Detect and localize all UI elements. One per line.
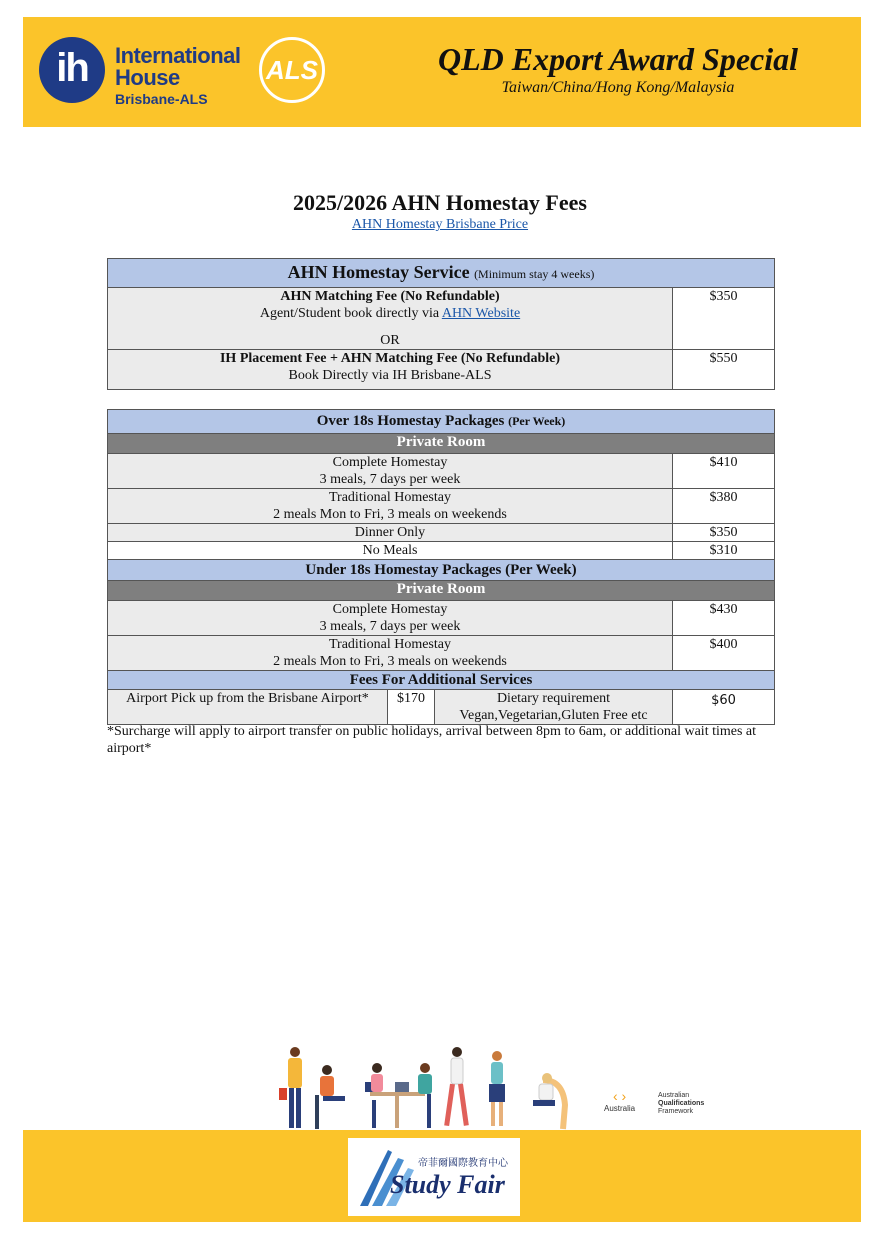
placement-fee-title: IH Placement Fee + AHN Matching Fee (No Refundable)	[219, 351, 561, 366]
org-name-line2: House	[115, 65, 180, 90]
study-fair-english: Study Fair	[390, 1170, 505, 1199]
service-heading	[108, 259, 775, 288]
package-name: Traditional Homestay	[329, 637, 451, 652]
placement-fee-price: $550	[673, 350, 775, 390]
header-title: QLD Export Award Special	[437, 41, 798, 77]
people-illustration	[275, 1040, 585, 1135]
private-room-label: Private Room	[108, 434, 775, 454]
under18-heading: Under 18s Homestay Packages (Per Week)	[108, 560, 775, 581]
footer-banner	[23, 1130, 861, 1222]
australia-mark-icon: ‹ ›	[612, 1088, 627, 1104]
table-row	[108, 636, 775, 671]
matching-fee-price: $350	[673, 288, 775, 350]
package-price: $310	[673, 542, 775, 560]
table-row	[108, 350, 775, 390]
additional-heading: Fees For Additional Services	[108, 671, 775, 690]
package-name: Complete Homestay	[332, 455, 448, 470]
table-row	[108, 690, 775, 725]
package-detail: 2 meals Mon to Fri, 3 meals on weekends	[273, 654, 507, 669]
package-cell	[108, 601, 673, 636]
package-cell	[108, 454, 673, 489]
package-price: $430	[673, 601, 775, 636]
matching-fee-title: AHN Matching Fee (No Refundable)	[280, 289, 500, 304]
study-fair-logo	[348, 1138, 520, 1216]
price-link[interactable]: AHN Homestay Brisbane Price	[351, 217, 529, 232]
study-fair-chinese: 帝菲爾國際教育中心	[418, 1158, 508, 1169]
package-detail: 2 meals Mon to Fri, 3 meals on weekends	[273, 507, 507, 522]
over18-heading-text: Over 18s Homestay Packages	[316, 413, 505, 429]
service-heading-text: AHN Homestay Service	[287, 262, 470, 282]
surcharge-note: *Surcharge will apply to airport transfer on public holidays, arrival between 8pm to 6am, or additional wait times at airport*	[107, 724, 757, 756]
person-head	[290, 1047, 300, 1057]
placement-fee-cell	[108, 350, 673, 390]
package-price: $400	[673, 636, 775, 671]
over18-heading-note: (Per Week)	[508, 414, 566, 428]
dietary-label: Dietary requirement	[496, 691, 611, 706]
package-name: Complete Homestay	[332, 602, 448, 617]
service-heading-note: (Minimum stay 4 weeks)	[474, 267, 595, 281]
australia-logo	[604, 1088, 635, 1113]
page-title: 2025/2026 AHN Homestay Fees	[293, 190, 587, 215]
package-name: No Meals	[108, 542, 673, 560]
table-row	[108, 601, 775, 636]
package-price: $410	[673, 454, 775, 489]
package-cell	[108, 636, 673, 671]
airport-price: $170	[388, 690, 435, 725]
service-table	[107, 258, 775, 390]
ahn-website-link[interactable]: AHN Website	[441, 306, 521, 321]
table-row	[108, 288, 775, 350]
als-logo: ALS	[259, 37, 325, 103]
org-name-line3: Brisbane-ALS	[115, 91, 208, 107]
table-row	[108, 524, 775, 542]
table-row	[108, 454, 775, 489]
over18-heading	[108, 410, 775, 434]
or-separator: OR	[380, 333, 400, 348]
package-detail: 3 meals, 7 days per week	[319, 472, 461, 487]
package-detail: 3 meals, 7 days per week	[319, 619, 461, 634]
table-row	[108, 489, 775, 524]
ih-wordmark	[115, 45, 241, 107]
airport-label: Airport Pick up from the Brisbane Airport*	[108, 690, 388, 725]
matching-fee-line	[112, 305, 668, 322]
org-name-line1: International	[115, 43, 241, 68]
australia-text: Australia	[604, 1104, 636, 1113]
dietary-cell	[435, 690, 673, 725]
package-price: $380	[673, 489, 775, 524]
matching-fee-cell	[108, 288, 673, 350]
person-body	[288, 1058, 302, 1088]
private-room-label: Private Room	[108, 581, 775, 601]
aqf-line3: Framework	[658, 1108, 694, 1115]
aqf-line2: Qualifications	[658, 1100, 705, 1107]
table-row	[108, 542, 775, 560]
ih-logo: ih	[39, 37, 105, 103]
table-shape	[370, 1092, 425, 1096]
header-banner	[23, 17, 861, 127]
package-cell	[108, 489, 673, 524]
dietary-price: $60	[673, 690, 775, 725]
packages-table	[107, 409, 775, 725]
package-name: Traditional Homestay	[329, 490, 451, 505]
matching-fee-text: Agent/Student book directly via	[259, 306, 442, 321]
package-price: $350	[673, 524, 775, 542]
aqf-logo	[658, 1092, 704, 1116]
package-name: Dinner Only	[108, 524, 673, 542]
dietary-detail: Vegan,Vegetarian,Gluten Free etc	[459, 708, 648, 723]
aqf-line1: Australian	[658, 1092, 690, 1099]
placement-fee-line: Book Directly via IH Brisbane-ALS	[288, 368, 492, 383]
header-subtitle: Taiwan/China/Hong Kong/Malaysia	[501, 79, 735, 96]
